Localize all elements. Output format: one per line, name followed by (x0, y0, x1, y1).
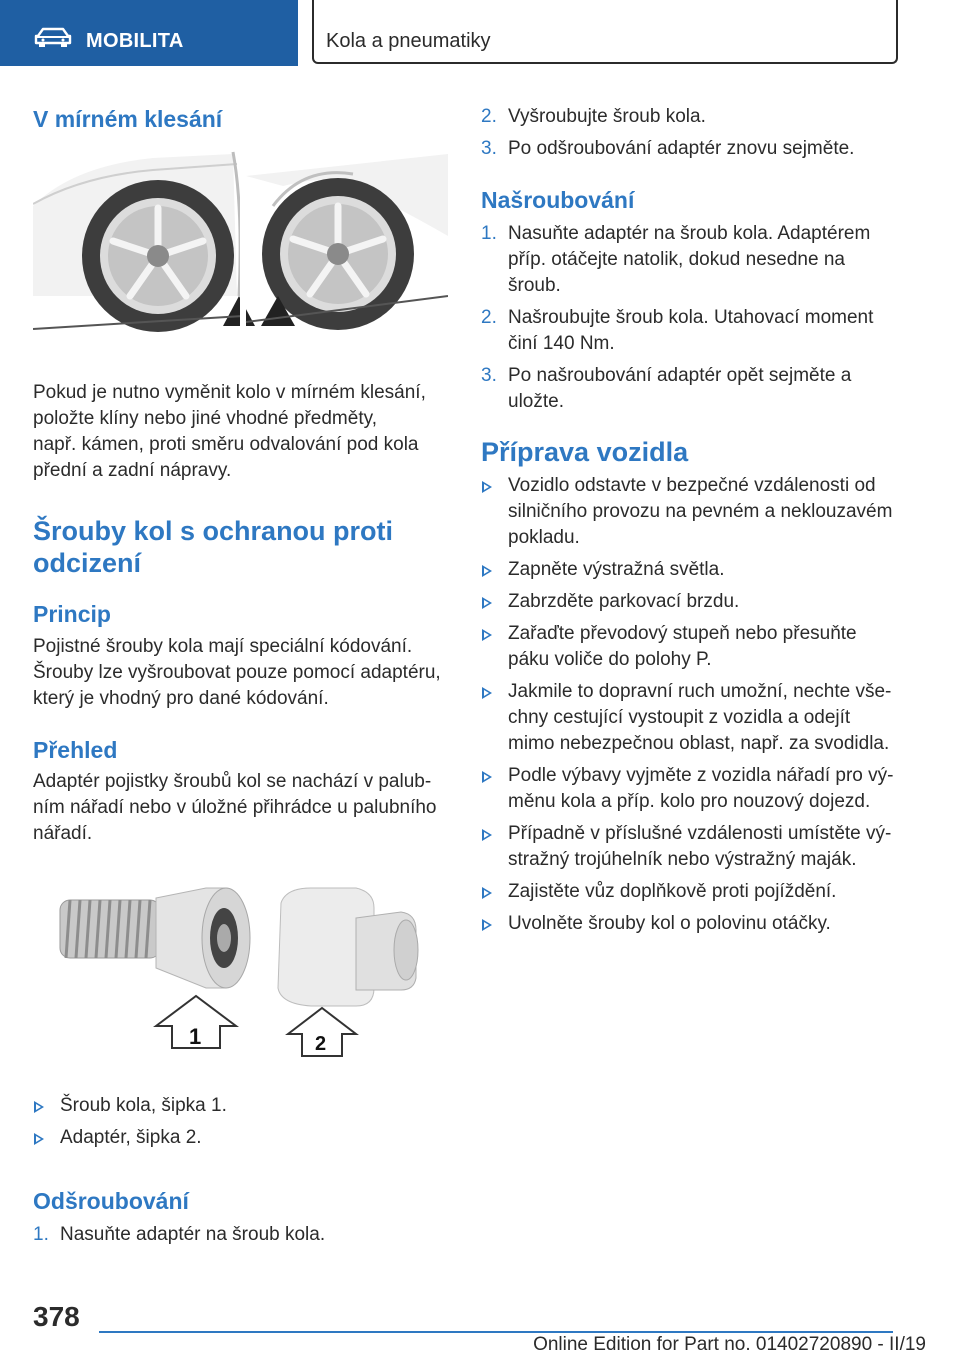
list-item (481, 821, 911, 873)
step-number: 3. (481, 138, 497, 159)
list-item-text: Šroub kola, šipka 1. (60, 1095, 227, 1116)
list-item (481, 763, 911, 815)
bullet-triangle-icon (482, 629, 492, 641)
text-line: ním nářadí nebo v úložné přihrádce u palubního (33, 797, 437, 818)
list-item (481, 589, 911, 615)
heading-unscrew: Odšroubování (33, 1188, 189, 1214)
section-title: MOBILITA (86, 30, 184, 52)
heading-screw-on: Našroubování (481, 187, 635, 213)
bullet-triangle-icon (34, 1101, 44, 1113)
edition-note: Online Edition for Part no. 01402720890 - II/19 (533, 1334, 926, 1355)
lock-bolt-adapter-illustration (56, 878, 430, 1058)
text-line: Pojistné šrouby kola mají speciální kódování. (33, 636, 413, 657)
text-line: přední a zadní nápravy. (33, 460, 232, 481)
heading-line: Šrouby kol s ochranou proti (33, 516, 394, 546)
prep-list (481, 473, 911, 937)
step-text: Po našroubování adaptér opět sejměte a (508, 365, 852, 386)
list-item-text: mimo nebezpečnou oblast, např. za svodidla. (508, 733, 890, 754)
figure-label-2: 2 (315, 1033, 327, 1055)
list-item (33, 1125, 453, 1151)
bullet-triangle-icon (482, 771, 492, 783)
bullet-triangle-icon (482, 565, 492, 577)
steps-unscrew (33, 1222, 453, 1248)
step-item (481, 221, 911, 299)
step-item (481, 136, 911, 162)
bullet-triangle-icon (482, 919, 492, 931)
list-item-text: chny cestující vystoupit z vozidla a odejít (508, 707, 851, 728)
paragraph-overview (33, 769, 453, 847)
step-text: Našroubujte šroub kola. Utahovací moment (508, 307, 874, 328)
step-item (481, 305, 911, 357)
figure-label-1: 1 (189, 1024, 202, 1049)
chapter-title: Kola a pneumatiky (326, 30, 491, 52)
step-text: uložte. (508, 391, 564, 412)
list-item-text: Případně v příslušné vzdálenosti umístěte vý- (508, 823, 892, 844)
list-item-text: měnu kola a příp. kolo pro nouzový dojezd. (508, 791, 871, 812)
steps-screw-on (481, 221, 911, 415)
heading-lock-bolts (33, 515, 393, 579)
step-number: 1. (481, 223, 497, 244)
heading-line: odcizení (33, 548, 142, 578)
car-icon (34, 27, 72, 47)
list-item-text: Zabrzděte parkovací brzdu. (508, 591, 740, 612)
step-text: šroub. (508, 275, 561, 296)
list-item-text: Podle výbavy vyjměte z vozidla nářadí pro vý- (508, 765, 894, 786)
list-item-text: Uvolněte šrouby kol o polovinu otáčky. (508, 913, 831, 934)
list-item (481, 679, 911, 757)
chapter-tab (312, 0, 898, 64)
figure-legend-list (33, 1093, 453, 1151)
list-item-text: silničního provozu na pevném a neklouzavém (508, 501, 893, 522)
bullet-triangle-icon (482, 829, 492, 841)
list-item-text: Jakmile to dopravní ruch umožní, nechte vše- (508, 681, 892, 702)
heading-vehicle-prep: Příprava vozidla (481, 437, 689, 467)
list-item-text: Adaptér, šipka 2. (60, 1127, 202, 1148)
list-item-text: stražný trojúhelník nebo výstražný maják. (508, 849, 857, 870)
list-item (481, 557, 911, 583)
list-item-text: Zařaďte převodový stupeň nebo přesuňte (508, 623, 857, 644)
bullet-triangle-icon (482, 481, 492, 493)
paragraph-principle (33, 634, 453, 712)
list-item-text: pokladu. (508, 527, 580, 548)
bullet-triangle-icon (482, 687, 492, 699)
list-item-text: Vozidlo odstavte v bezpečné vzdálenosti od (508, 475, 876, 496)
step-text: Nasuňte adaptér na šroub kola. (60, 1224, 326, 1245)
list-item-text: páku voliče do polohy P. (508, 649, 712, 670)
bullet-triangle-icon (482, 887, 492, 899)
heading-principle: Princip (33, 601, 111, 627)
bullet-triangle-icon (482, 597, 492, 609)
heading-slope: V mírném klesání (33, 106, 223, 132)
step-text: příp. otáčejte natolik, dokud nesedne na (508, 249, 845, 270)
step-text: Vyšroubujte šroub kola. (508, 106, 706, 127)
section-tab (0, 0, 298, 66)
text-line: Pokud je nutno vyměnit kolo v mírném klesání, (33, 382, 426, 403)
heading-overview: Přehled (33, 737, 118, 763)
footer-rule (99, 1331, 893, 1333)
paragraph-slope (33, 380, 453, 484)
text-line: položte klíny nebo jiné vhodné předměty, (33, 408, 377, 429)
step-number: 2. (481, 106, 497, 127)
text-line: který je vhodný pro dané kódování. (33, 688, 329, 709)
list-item (481, 473, 911, 551)
list-item (481, 879, 911, 905)
bullet-triangle-icon (34, 1133, 44, 1145)
text-line: Šrouby lze vyšroubovat pouze pomocí adaptéru, (33, 662, 441, 683)
list-item (481, 911, 911, 937)
step-number: 1. (33, 1224, 49, 1245)
text-line: Adaptér pojistky šroubů kol se nachází v palub- (33, 771, 432, 792)
list-item (481, 621, 911, 673)
step-text: Po odšroubování adaptér znovu sejměte. (508, 138, 855, 159)
page-header (0, 0, 960, 66)
page-number: 378 (33, 1301, 80, 1332)
list-item-text: Zajistěte vůz doplňkově proti pojíždění. (508, 881, 837, 902)
step-number: 2. (481, 307, 497, 328)
step-text: Nasuňte adaptér na šroub kola. Adaptérem (508, 223, 871, 244)
list-item-text: Zapněte výstražná světla. (508, 559, 725, 580)
list-item (33, 1093, 453, 1119)
wheel-chocks-illustration (33, 146, 448, 343)
text-line: např. kámen, proti směru odvalování pod kola (33, 434, 419, 455)
step-item (481, 363, 911, 415)
step-item (33, 1222, 453, 1248)
step-item (481, 104, 911, 130)
step-text: činí 140 Nm. (508, 333, 615, 354)
steps-unscrew-continued (481, 104, 911, 162)
text-line: nářadí. (33, 823, 93, 844)
step-number: 3. (481, 365, 497, 386)
